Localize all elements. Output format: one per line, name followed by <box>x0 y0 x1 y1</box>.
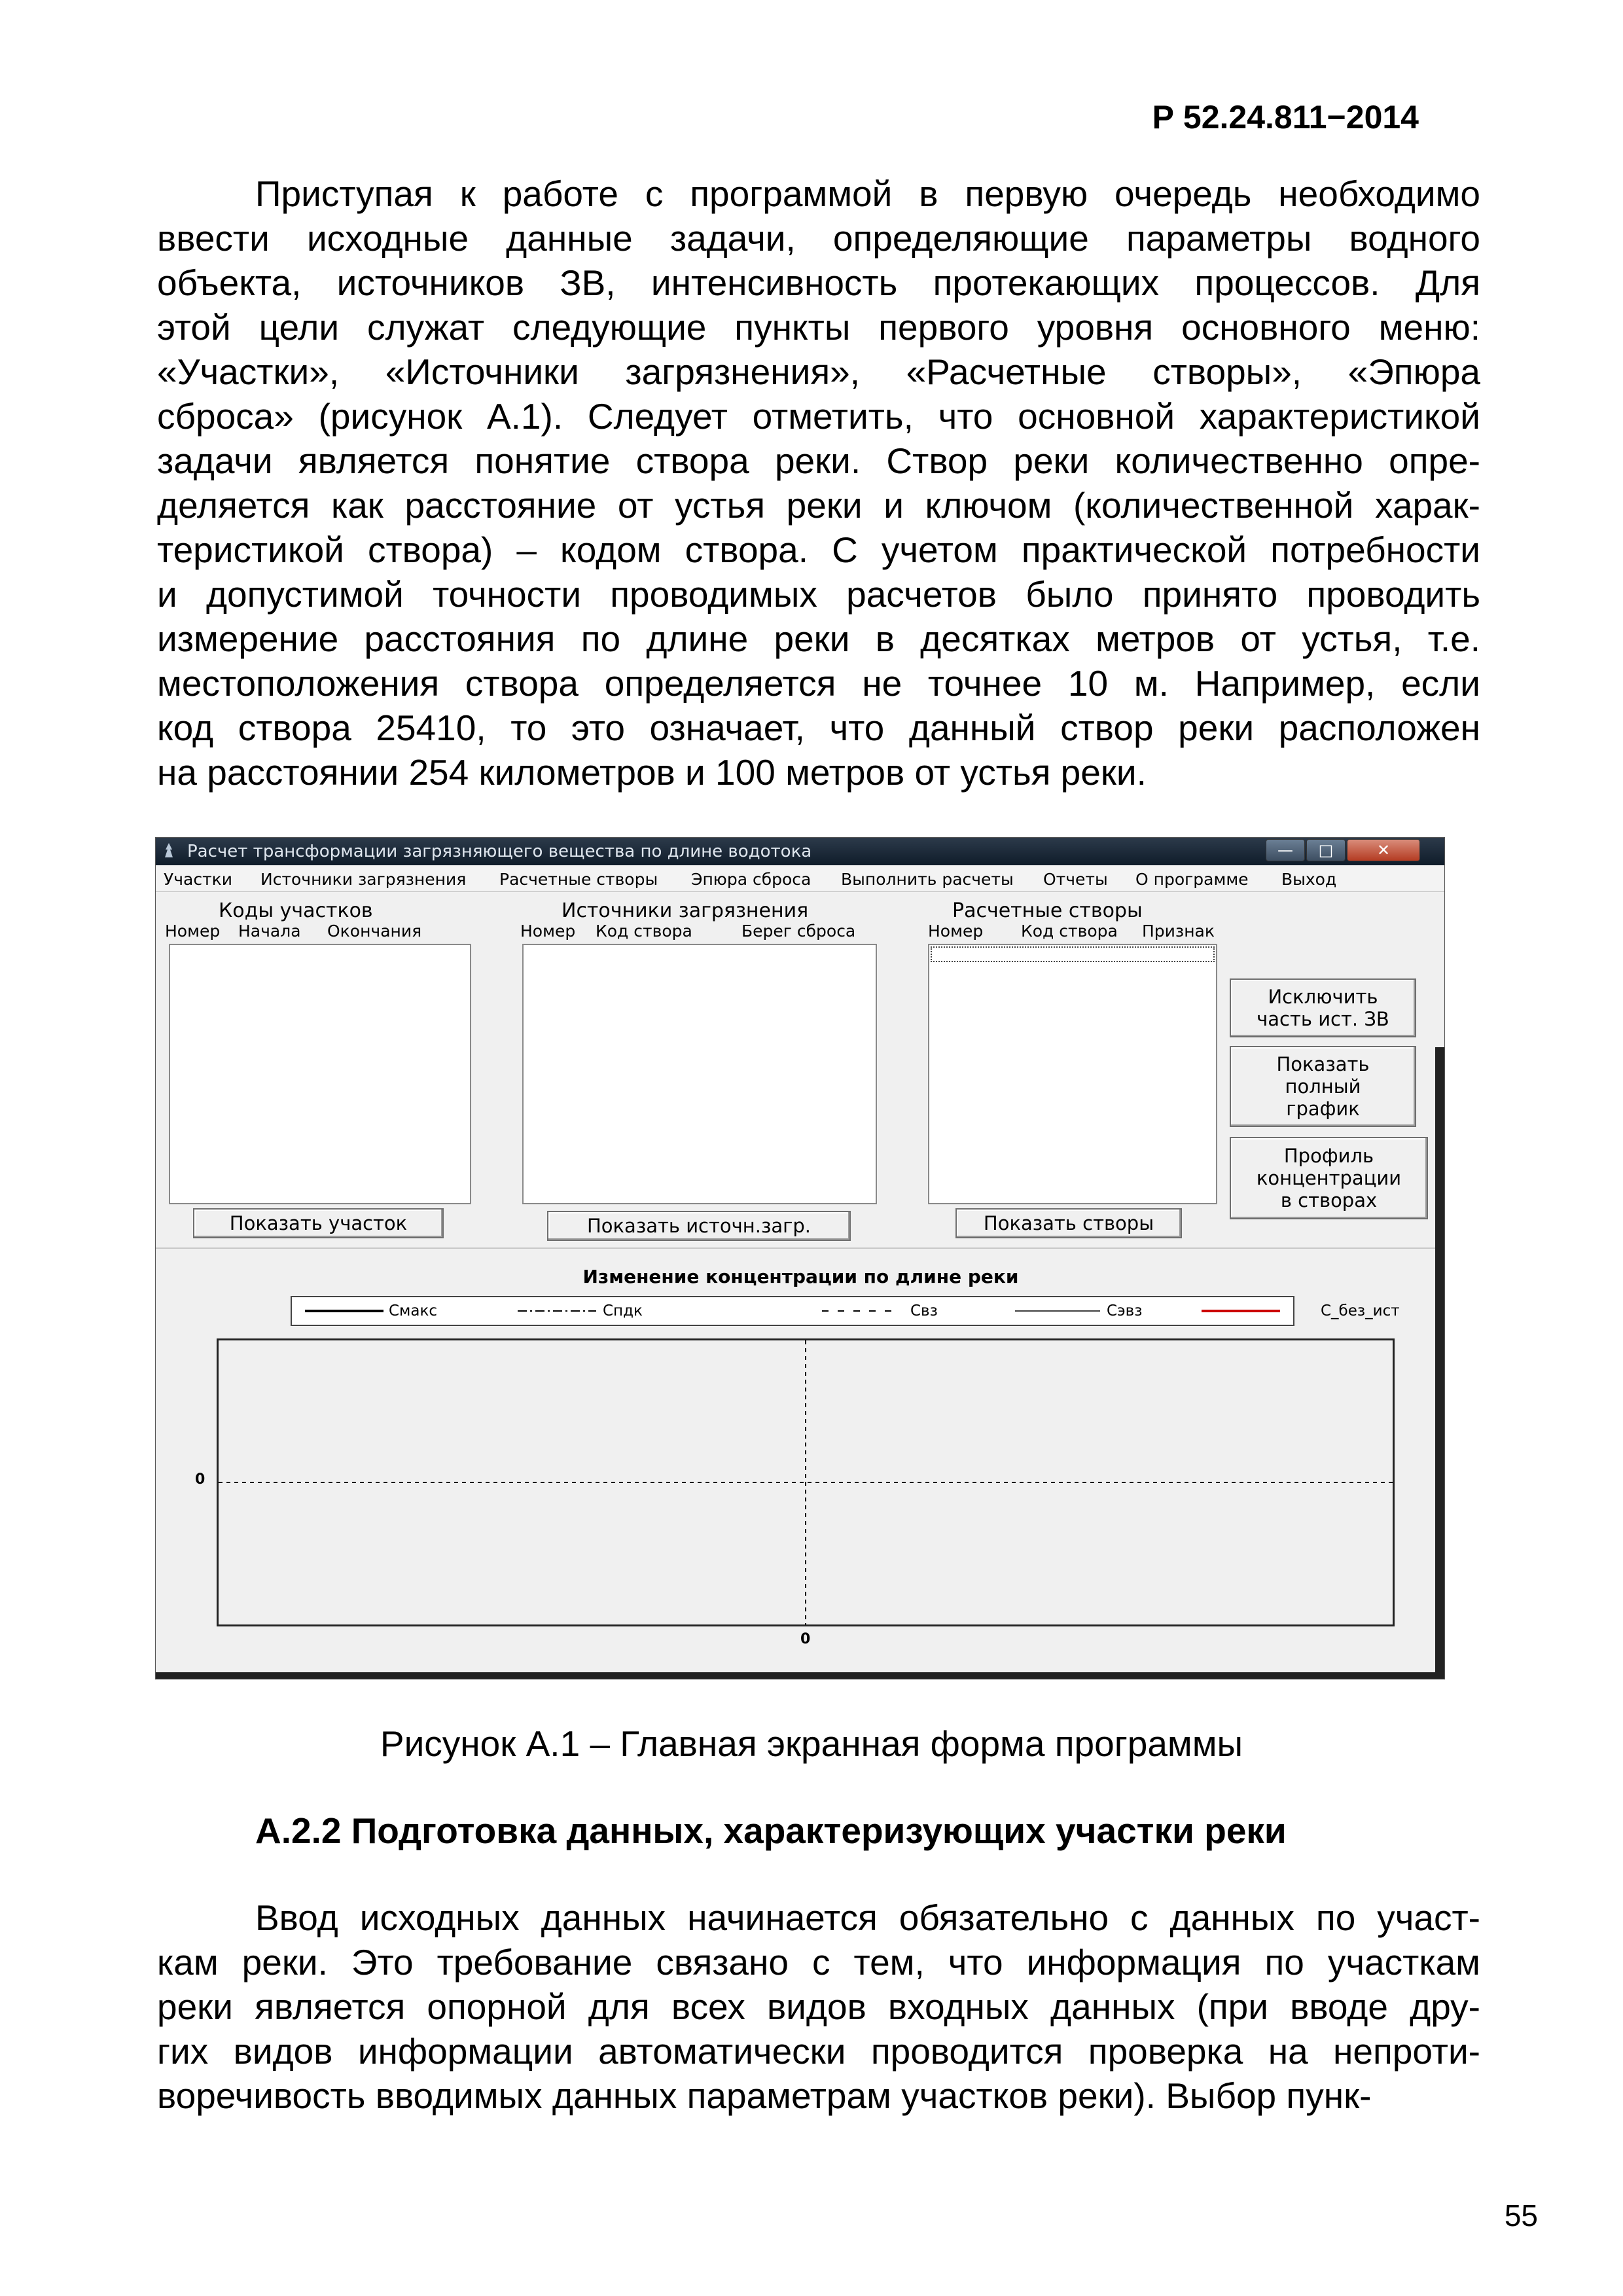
sources-col-code: Код створа <box>596 922 692 941</box>
text-line: код створа 25410, то это означает, что данный створ реки расположен <box>157 708 1480 748</box>
sites-list-focus-row[interactable] <box>931 946 1215 962</box>
text-line: и допустимой точности проводимых расчетов было принято проводить <box>157 574 1480 615</box>
codes-col-number: Номер <box>165 922 221 941</box>
app-window-screenshot <box>155 837 1445 1679</box>
legend-label: Смакс <box>389 1302 438 1319</box>
text-line: местоположения створа определяется не точнее 10 м. Например, если <box>157 663 1480 704</box>
codes-section-title: Коды участков <box>219 899 373 922</box>
legend-swatches <box>292 1297 1293 1325</box>
menu-item-exit[interactable]: Выход <box>1281 870 1337 889</box>
chart-title: Изменение концентрации по длине реки <box>582 1266 1019 1287</box>
text-line: Ввод исходных данных начинается обязательно с данных по участ- <box>255 1897 1480 1938</box>
sources-section-title: Источники загрязнения <box>562 899 809 922</box>
codes-col-start: Начала <box>238 922 301 941</box>
chart-plot-area <box>217 1338 1395 1626</box>
sites-col-number: Номер <box>928 922 984 941</box>
minimize-button[interactable]: — <box>1266 839 1305 861</box>
menu-item-sites[interactable]: Расчетные створы <box>499 870 658 889</box>
maximize-button[interactable]: □ <box>1306 839 1346 861</box>
text-line: гих видов информации автоматически проводится проверка на непроти- <box>157 2031 1480 2072</box>
page-number: 55 <box>1504 2198 1538 2233</box>
chart-panel <box>156 1247 1445 1679</box>
figure-caption: Рисунок А.1 – Главная экранная форма программы <box>380 1723 1243 1764</box>
text-line: на расстоянии 254 километров и 100 метров от устья реки. <box>157 752 1147 793</box>
document-header-code: Р 52.24.811−2014 <box>1152 99 1419 135</box>
concentration-profile-button[interactable]: Профиль концентрации в створах <box>1230 1137 1428 1219</box>
legend-label: Сэвз <box>1107 1302 1143 1319</box>
sites-col-code: Код створа <box>1021 922 1118 941</box>
window-titlebar <box>156 838 1445 865</box>
sites-section-title: Расчетные створы <box>952 899 1143 922</box>
text-line: задачи является понятие створа реки. Створ реки количественно опре- <box>157 440 1480 481</box>
y-tick-label: 0 <box>195 1471 205 1488</box>
window-title: Расчет трансформации загрязняющего вещества по длине водотока <box>187 842 812 861</box>
text-line: «Участки», «Источники загрязнения», «Расчетные створы», «Эпюра <box>157 351 1480 392</box>
app-icon <box>160 842 178 860</box>
text-line: деляется как расстояние от устья реки и ключом (количественной харак- <box>157 485 1480 526</box>
show-sources-button[interactable]: Показать источн.загр. <box>547 1211 851 1241</box>
menu-item-discharge[interactable]: Эпюра сброса <box>691 870 812 889</box>
text-line: теристикой створа) – кодом створа. С учетом практической потребности <box>157 529 1480 570</box>
x-tick-label: 0 <box>800 1631 811 1647</box>
paragraph-data-prep <box>157 1895 1480 2118</box>
show-section-button[interactable]: Показать участок <box>193 1208 444 1238</box>
text-line: измерение расстояния по длине реки в десятках метров от устья, т.е. <box>157 619 1480 659</box>
close-button[interactable]: ✕ <box>1347 839 1420 861</box>
text-line: этой цели служат следующие пункты первого уровня основного меню: <box>157 307 1480 348</box>
menu-item-reports[interactable]: Отчеты <box>1043 870 1108 889</box>
menu-item-sources[interactable]: Источники загрязнения <box>260 870 467 889</box>
text-line: реки является опорной для всех видов входных данных (при вводе дру- <box>157 1986 1480 2027</box>
codes-listbox[interactable] <box>169 944 471 1204</box>
plot-axes <box>219 1340 1393 1624</box>
menu-item-uchastki[interactable]: Участки <box>164 870 232 889</box>
show-sites-button[interactable]: Показать створы <box>955 1208 1182 1238</box>
text-line: Приступая к работе с программой в первую очередь необходимо <box>255 173 1480 214</box>
legend-label: С_без_ист <box>1321 1302 1400 1319</box>
menu-bar <box>156 865 1445 892</box>
menu-item-about[interactable]: О программе <box>1135 870 1249 889</box>
text-line: объекта, источников ЗВ, интенсивность протекающих процессов. Для <box>157 262 1480 303</box>
chart-legend <box>291 1296 1400 1326</box>
text-line: воречивость вводимых данных параметрам участков реки). Выбор пунк- <box>157 2075 1372 2116</box>
sources-listbox[interactable] <box>522 944 877 1204</box>
window-bottom-shadow <box>156 1672 1445 1679</box>
menu-item-run[interactable]: Выполнить расчеты <box>841 870 1014 889</box>
paragraph-intro <box>157 171 1480 795</box>
codes-col-end: Окончания <box>327 922 422 941</box>
window-right-shadow <box>1435 1047 1444 1679</box>
section-heading: А.2.2 Подготовка данных, характеризующих участки реки <box>255 1810 1287 1851</box>
legend-label: Свз <box>910 1302 938 1319</box>
legend-label: Спдк <box>603 1302 643 1319</box>
text-line: ввести исходные данные задачи, определяющие параметры водного <box>157 218 1480 259</box>
exclude-source-part-button[interactable]: Исключить часть ист. ЗВ <box>1230 978 1416 1037</box>
sources-col-number: Номер <box>520 922 576 941</box>
sites-listbox[interactable] <box>928 944 1217 1204</box>
text-line: кам реки. Это требование связано с тем, что информация по участкам <box>157 1942 1480 1982</box>
sites-col-flag: Признак <box>1142 922 1215 941</box>
text-line: сброса» (рисунок А.1). Следует отметить, что основной характеристикой <box>157 396 1480 437</box>
show-full-graph-button[interactable]: Показать полный график <box>1230 1046 1416 1127</box>
sources-col-bank: Берег сброса <box>741 922 856 941</box>
